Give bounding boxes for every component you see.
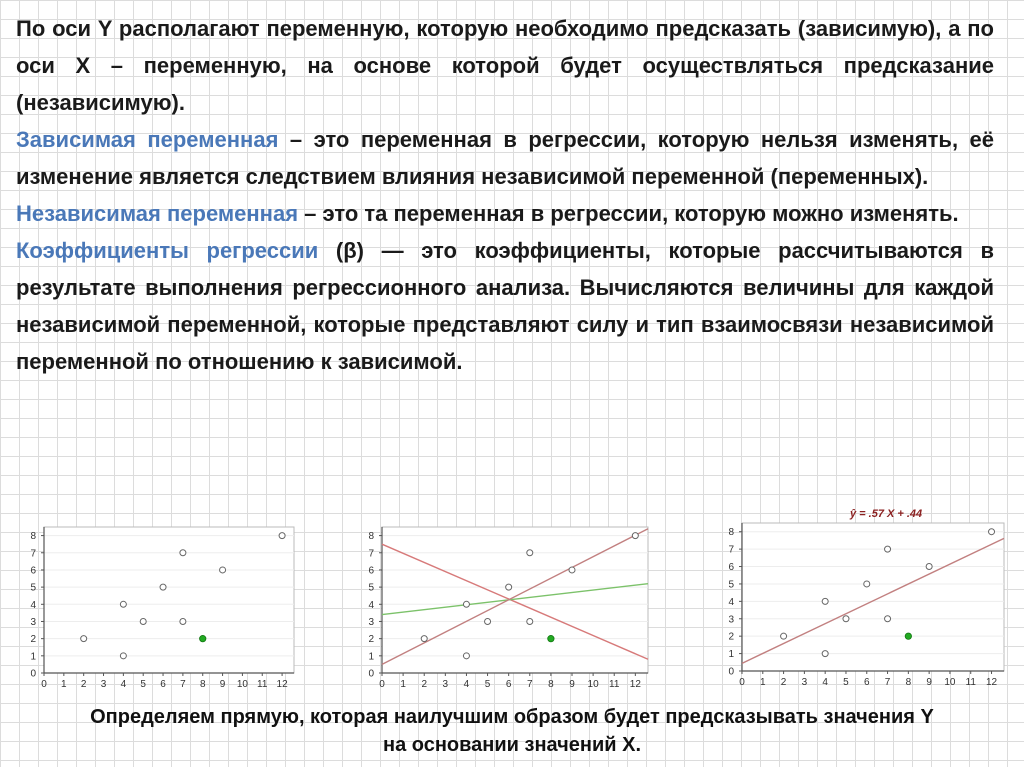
- x-tick-label: 11: [609, 679, 620, 690]
- data-point: [421, 636, 427, 642]
- data-point: [527, 618, 533, 624]
- highlight-point: [548, 635, 554, 641]
- data-point: [885, 616, 891, 622]
- x-tick-label: 12: [985, 677, 998, 688]
- data-point: [220, 567, 226, 573]
- x-tick-label: 6: [863, 677, 870, 688]
- y-tick-label: 5: [30, 582, 36, 594]
- x-tick-label: 1: [400, 679, 406, 690]
- highlight-point: [905, 633, 911, 639]
- y-tick-label: 7: [728, 544, 734, 556]
- data-point: [120, 653, 126, 659]
- x-tick-label: 3: [100, 679, 107, 690]
- chart-title-equation: ŷ = .57 X + .44: [850, 508, 923, 520]
- x-tick-label: 0: [379, 679, 385, 690]
- y-tick-label: 6: [728, 562, 734, 574]
- x-tick-label: 9: [219, 679, 226, 690]
- x-tick-label: 4: [822, 677, 828, 688]
- x-tick-label: 12: [629, 679, 641, 690]
- y-tick-label: 7: [368, 548, 374, 560]
- x-tick-label: 4: [120, 679, 127, 690]
- x-tick-label: 9: [926, 677, 932, 688]
- data-point: [463, 601, 469, 607]
- x-tick-label: 6: [505, 679, 512, 690]
- data-point: [160, 584, 166, 590]
- paragraph-axes-text: По оси Y располагают переменную, которую необходимо предсказать (зависимую), а по оси X – переменную, на основе которой будет осуществляться предсказание (независимую).: [16, 16, 994, 115]
- data-point: [180, 618, 186, 624]
- data-point: [569, 567, 575, 573]
- data-point: [843, 616, 849, 622]
- data-point: [506, 584, 512, 590]
- x-tick-label: 8: [548, 679, 554, 690]
- x-tick-label: 11: [257, 679, 268, 690]
- data-point: [822, 598, 828, 604]
- chart-scatter-candidate-lines: [362, 513, 654, 695]
- y-tick-label: 5: [728, 579, 734, 591]
- y-tick-label: 3: [368, 616, 374, 628]
- y-tick-label: 2: [368, 634, 374, 646]
- y-tick-label: 3: [728, 614, 734, 626]
- data-point: [140, 618, 146, 624]
- definition-dependent-variable: – это переменная в регрессии, которую нельзя изменять, её изменение является следствием влияния независимой переменной (переменных).: [16, 127, 995, 189]
- chart-scatter-regression-line: [714, 505, 1010, 695]
- y-tick-label: 5: [368, 582, 374, 594]
- paragraph-independent-variable: [16, 195, 994, 232]
- charts-row: [0, 505, 1024, 705]
- data-point: [864, 581, 870, 587]
- plot-area: [44, 527, 294, 673]
- x-tick-label: 10: [587, 679, 599, 690]
- x-tick-label: 0: [739, 677, 745, 688]
- slide-text: [16, 10, 994, 380]
- x-tick-label: 2: [80, 679, 87, 690]
- x-tick-label: 2: [780, 677, 787, 688]
- data-point: [885, 546, 891, 552]
- data-point: [120, 601, 126, 607]
- x-tick-label: 6: [160, 679, 166, 690]
- x-tick-label: 10: [944, 677, 956, 688]
- y-tick-label: 8: [368, 531, 374, 543]
- chart-scatter-candidate-lines-svg: [362, 513, 654, 695]
- y-tick-label: 1: [30, 651, 36, 663]
- x-tick-label: 5: [484, 679, 491, 690]
- data-point: [81, 636, 87, 642]
- y-tick-label: 1: [368, 651, 374, 663]
- x-tick-label: 8: [199, 679, 206, 690]
- x-tick-label: 4: [463, 679, 470, 690]
- plot-area: [742, 523, 1004, 671]
- y-tick-label: 0: [30, 668, 36, 680]
- definition-regression-coefficients: (β) — это коэффициенты, которые рассчитываются в результате выполнения регрессионного анализа. Вычисляются величины для каждой независимой переменной, которые представляют силу и тип взаимосвязи независимой переменной по отношению к зависимой.: [16, 238, 994, 374]
- x-tick-label: 8: [905, 677, 912, 688]
- y-tick-label: 0: [368, 668, 374, 680]
- term-dependent-variable: Зависимая переменная: [16, 127, 279, 152]
- definition-independent-variable: – это та переменная в регрессии, которую можно изменять.: [298, 201, 959, 226]
- data-point: [781, 633, 787, 639]
- y-tick-label: 3: [30, 616, 36, 628]
- y-tick-label: 4: [30, 599, 36, 611]
- data-point: [926, 564, 932, 570]
- chart-scatter-regression-line-svg: [714, 505, 1010, 695]
- data-point: [632, 533, 638, 539]
- term-regression-coefficients: Коэффициенты регрессии: [16, 238, 319, 263]
- x-tick-label: 12: [276, 679, 288, 690]
- x-tick-label: 7: [180, 679, 186, 690]
- y-tick-label: 2: [728, 631, 734, 643]
- highlight-point: [200, 635, 206, 641]
- y-tick-label: 0: [728, 666, 734, 678]
- x-tick-label: 1: [760, 677, 766, 688]
- x-tick-label: 9: [569, 679, 575, 690]
- y-tick-label: 6: [30, 565, 36, 577]
- x-tick-label: 5: [843, 677, 849, 688]
- x-tick-label: 0: [41, 679, 47, 690]
- y-tick-label: 4: [368, 599, 374, 611]
- chart-scatter-plain: [18, 513, 300, 695]
- y-tick-label: 7: [30, 548, 36, 560]
- y-tick-label: 8: [30, 531, 36, 543]
- x-tick-label: 1: [61, 679, 67, 690]
- chart-scatter-plain-svg: [18, 513, 300, 695]
- caption: [20, 703, 1004, 759]
- x-tick-label: 10: [236, 679, 248, 690]
- caption-line-2: на основании значений X.: [382, 734, 642, 756]
- x-tick-label: 3: [442, 679, 449, 690]
- paragraph-dependent-variable: [16, 121, 994, 195]
- y-tick-label: 1: [728, 649, 734, 661]
- x-tick-label: 7: [884, 677, 891, 688]
- caption-line-1: Определяем прямую, которая наилучшим образом будет предсказывать значения Y: [90, 706, 934, 728]
- x-tick-label: 5: [140, 679, 146, 690]
- data-point: [822, 651, 828, 657]
- term-independent-variable: Независимая переменная: [16, 201, 299, 226]
- paragraph-axes: [16, 10, 994, 121]
- y-tick-label: 2: [30, 634, 36, 646]
- x-tick-label: 3: [801, 677, 808, 688]
- y-tick-label: 8: [728, 527, 734, 539]
- data-point: [989, 529, 995, 535]
- data-point: [279, 533, 285, 539]
- y-tick-label: 4: [728, 596, 734, 608]
- paragraph-regression-coefficients: [16, 232, 994, 380]
- data-point: [485, 618, 491, 624]
- y-tick-label: 6: [368, 565, 374, 577]
- data-point: [180, 550, 186, 556]
- data-point: [463, 653, 469, 659]
- x-tick-label: 2: [421, 679, 428, 690]
- data-point: [527, 550, 533, 556]
- x-tick-label: 11: [965, 677, 976, 688]
- x-tick-label: 7: [526, 679, 533, 690]
